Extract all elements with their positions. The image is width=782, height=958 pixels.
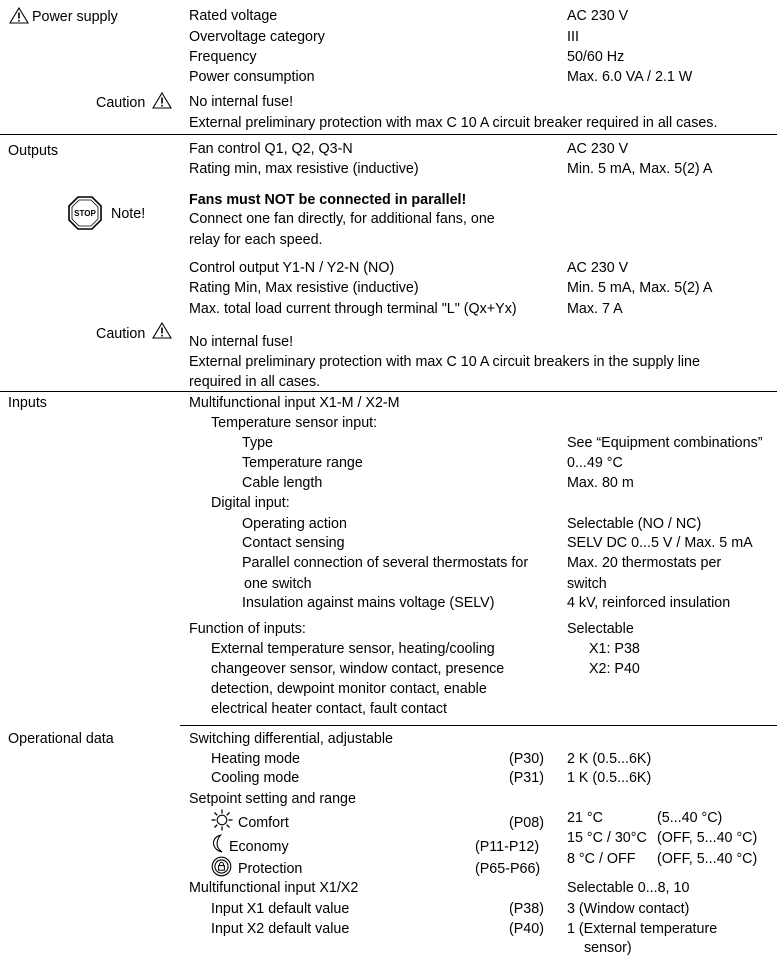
no-fuse-text: No internal fuse! — [189, 94, 294, 110]
economy-value: 15 °C / 30°C — [567, 830, 647, 846]
economy-param: (P11-P12) — [475, 839, 540, 855]
x2-default-param: (P40) — [509, 921, 544, 937]
moon-icon — [211, 834, 225, 853]
x2-default-value-line-2: sensor) — [584, 940, 632, 956]
fans-warning: Fans must NOT be connected in parallel! — [189, 192, 467, 208]
frequency-value: 50/60 Hz — [567, 49, 625, 65]
overvoltage-label: Overvoltage category — [189, 29, 325, 45]
fan-control-value: AC 230 V — [567, 141, 629, 157]
note-label: Note! — [111, 206, 146, 222]
warning-triangle-icon — [152, 322, 172, 339]
stop-sign-icon — [68, 196, 102, 230]
control-output-label: Control output Y1-N / Y2-N (NO) — [189, 260, 395, 276]
x1-default-label: Input X1 default value — [211, 901, 350, 917]
section-power-supply: Power supply — [32, 9, 118, 25]
type-label: Type — [242, 435, 273, 451]
function-of-inputs-label: Function of inputs: — [189, 621, 306, 637]
section-inputs: Inputs — [8, 395, 47, 411]
power-consumption-value: Max. 6.0 VA / 2.1 W — [567, 69, 693, 85]
mf-input-label: Multifunctional input X1/X2 — [189, 880, 359, 896]
section-outputs: Outputs — [8, 143, 59, 159]
total-load-value: Max. 7 A — [567, 301, 623, 317]
digital-input-label: Digital input: — [211, 495, 290, 511]
x1-default-value: 3 (Window contact) — [567, 901, 690, 917]
x2-default-label: Input X2 default value — [211, 921, 350, 937]
setpoint-label: Setpoint setting and range — [189, 791, 356, 807]
cooling-mode-param: (P31) — [509, 770, 544, 786]
fans-text-line-2: relay for each speed. — [189, 232, 323, 248]
cooling-mode-value: 1 K (0.5...6K) — [567, 770, 652, 786]
stop-sign-text: STOP — [74, 209, 96, 218]
multifunctional-input-label: Multifunctional input X1-M / X2-M — [189, 395, 400, 411]
parallel-connection-label-line-2: one switch — [244, 576, 312, 592]
total-load-label: Max. total load current through terminal "L" (Qx+Yx) — [189, 301, 517, 317]
power-consumption-label: Power consumption — [189, 69, 315, 85]
rated-voltage-label: Rated voltage — [189, 8, 278, 24]
protection-param: (P65-P66) — [475, 861, 541, 877]
rated-voltage-value: AC 230 V — [567, 8, 629, 24]
parallel-connection-value-line-2: switch — [567, 576, 607, 592]
protection-text-line-2: required in all cases. — [189, 374, 321, 390]
comfort-range: (5...40 °C) — [657, 810, 723, 826]
protection-text-line-1: External preliminary protection with max C 10 A circuit breakers in the supply line — [189, 354, 700, 370]
section-operational-data: Operational data — [8, 731, 114, 747]
mf-input-value: Selectable 0...8, 10 — [567, 880, 690, 896]
heating-mode-label: Heating mode — [211, 751, 301, 767]
divider — [0, 134, 777, 135]
switching-differential-label: Switching differential, adjustable — [189, 731, 393, 747]
control-rating-label: Rating Min, Max resistive (inductive) — [189, 280, 419, 296]
function-text-line-4: electrical heater contact, fault contact — [211, 701, 448, 717]
comfort-param: (P08) — [509, 815, 544, 831]
heating-mode-value: 2 K (0.5...6K) — [567, 751, 652, 767]
contact-sensing-label: Contact sensing — [242, 535, 345, 551]
warning-triangle-icon — [152, 92, 172, 109]
economy-range: (OFF, 5...40 °C) — [657, 830, 758, 846]
fan-control-label: Fan control Q1, Q2, Q3-N — [189, 141, 353, 157]
operating-action-label: Operating action — [242, 516, 347, 532]
no-fuse-text: No internal fuse! — [189, 334, 294, 350]
x1-param: X1: P38 — [589, 641, 640, 657]
protection-text: External preliminary protection with max C 10 A circuit breaker required in all cases. — [189, 115, 718, 131]
cable-length-value: Max. 80 m — [567, 475, 634, 491]
parallel-connection-value-line-1: Max. 20 thermostats per — [567, 555, 722, 571]
cooling-mode-label: Cooling mode — [211, 770, 300, 786]
overvoltage-value: III — [567, 29, 579, 45]
protection-range: (OFF, 5...40 °C) — [657, 851, 758, 867]
economy-label: Economy — [229, 839, 289, 855]
x2-param: X2: P40 — [589, 661, 640, 677]
function-of-inputs-value: Selectable — [567, 621, 634, 637]
divider — [0, 391, 777, 392]
heating-mode-param: (P30) — [509, 751, 544, 767]
function-text-line-1: External temperature sensor, heating/cooling — [211, 641, 495, 657]
contact-sensing-value: SELV DC 0...5 V / Max. 5 mA — [567, 535, 753, 551]
temp-range-label: Temperature range — [242, 455, 363, 471]
fan-rating-value: Min. 5 mA, Max. 5(2) A — [567, 161, 713, 177]
type-value: See “Equipment combinations” — [567, 435, 763, 451]
protection-label: Protection — [238, 861, 303, 877]
frequency-label: Frequency — [189, 49, 257, 65]
insulation-value: 4 kV, reinforced insulation — [567, 595, 731, 611]
x2-default-value-line-1: 1 (External temperature — [567, 921, 718, 937]
temp-range-value: 0...49 °C — [567, 455, 623, 471]
protection-icon — [211, 856, 232, 877]
comfort-value: 21 °C — [567, 810, 603, 826]
temp-sensor-input-label: Temperature sensor input: — [211, 415, 378, 431]
cable-length-label: Cable length — [242, 475, 323, 491]
parallel-connection-label-line-1: Parallel connection of several thermostats for — [242, 555, 529, 571]
comfort-label: Comfort — [238, 815, 289, 831]
function-text-line-2: changeover sensor, window contact, presence — [211, 661, 505, 677]
control-rating-value: Min. 5 mA, Max. 5(2) A — [567, 280, 713, 296]
insulation-label: Insulation against mains voltage (SELV) — [242, 595, 495, 611]
sun-icon — [211, 809, 233, 831]
operating-action-value: Selectable (NO / NC) — [567, 516, 702, 532]
caution-label: Caution — [96, 326, 146, 342]
control-output-value: AC 230 V — [567, 260, 629, 276]
divider — [180, 725, 777, 726]
warning-triangle-icon — [9, 7, 29, 24]
function-text-line-3: detection, dewpoint monitor contact, enable — [211, 681, 487, 697]
protection-value: 8 °C / OFF — [567, 851, 636, 867]
fans-text-line-1: Connect one fan directly, for additional fans, one — [189, 211, 495, 227]
caution-label: Caution — [96, 95, 146, 111]
x1-default-param: (P38) — [509, 901, 544, 917]
fan-rating-label: Rating min, max resistive (inductive) — [189, 161, 419, 177]
